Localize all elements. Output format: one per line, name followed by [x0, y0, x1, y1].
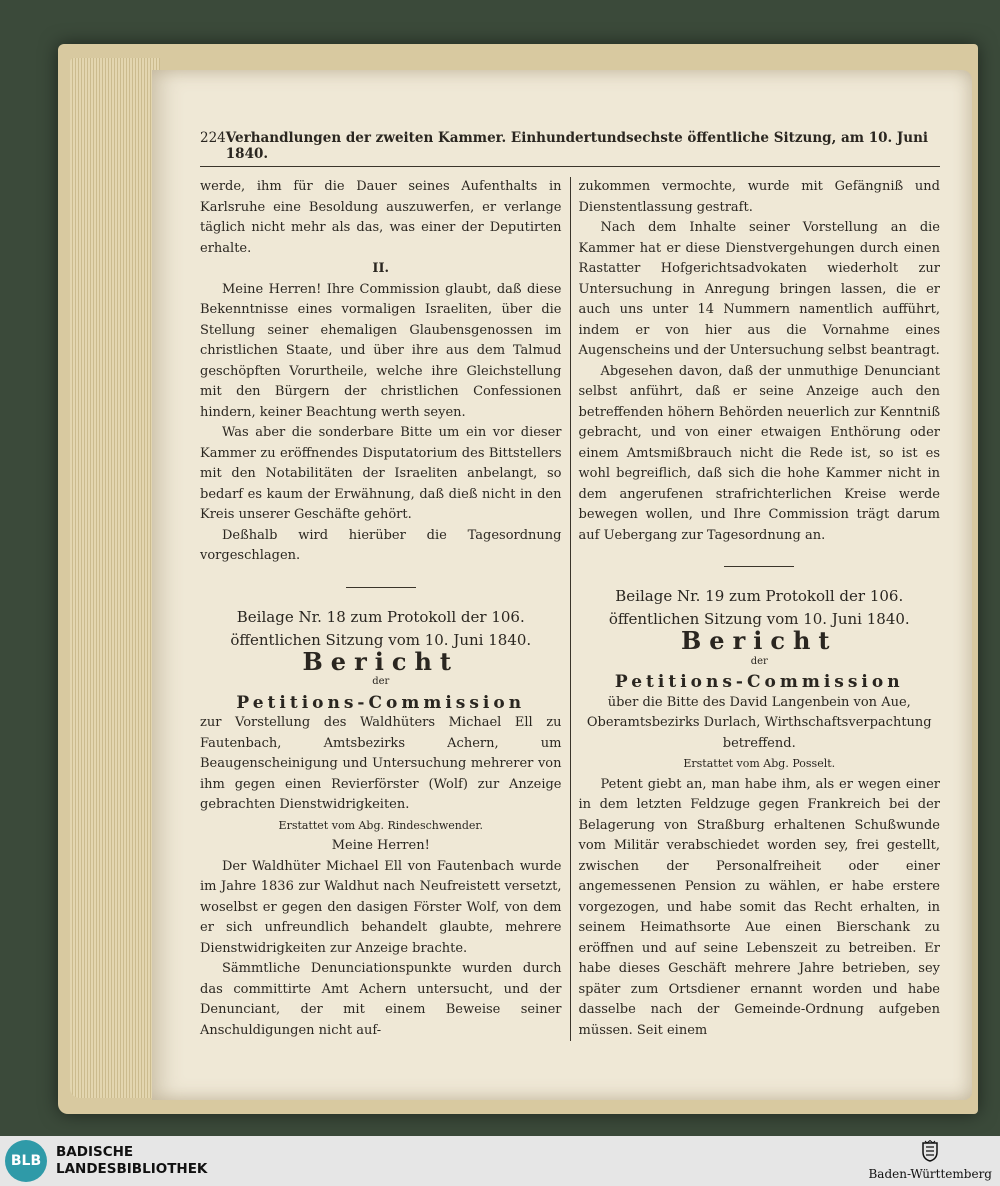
erstattet-line-right: Erstattet vom Abg. Posselt.	[683, 757, 836, 770]
right-para-2: Abgesehen davon, daß der unmuthige Denunciant selbst anführt, daß er seine Anzeige auch den betreffenden höhern Behörden neuerlich zur Kenntniß gebracht, und von einer etwaigen Enthörung oder einem Amtsmißbrauch nicht die Rede ist, so ist es wohl begreiflich, daß sich die hohe Kammer nicht in dem angerufenen strafrichterlichen Kreise werde bewegen wollen, und Ihre Commission trägt darum auf Uebergang zur Tagesordnung an.	[578, 363, 940, 543]
two-columns	[200, 177, 940, 1041]
bericht-heading-right: Bericht	[681, 626, 838, 655]
der-label: der	[372, 676, 390, 687]
state-branding[interactable]	[868, 1140, 992, 1181]
right-intro: zukommen vermochte, wurde mit Gefängniß und Dienstentlassung gestraft.	[578, 179, 940, 215]
commission-heading: Petitions-Commission	[236, 692, 526, 713]
footer-bar	[0, 1136, 1000, 1186]
section-numeral: II.	[372, 261, 390, 276]
petition-subject-right: über die Bitte des David Langenbein von Aue, Oberamtsbezirks Durlach, Wirthschaftsverpachtung betreffend.	[586, 694, 932, 751]
running-header	[200, 130, 940, 167]
left-para-3: Deßhalb wird hierüber die Tagesordnung vorgeschlagen.	[200, 527, 562, 563]
petition-subject: zur Vorstellung des Waldhüters Michael Ell zu Fautenbach, Amtsbezirks Achern, um Beaugenscheinigung und Untersuchung mehrerer von ihm gegen einen Revierförster (Wolf) zur Anzeige gebrachten Dienstwidrigkeiten.	[200, 715, 562, 812]
book-page	[152, 70, 972, 1100]
section-divider-right	[724, 566, 794, 567]
left-para-4: Der Waldhüter Michael Ell von Fautenbach wurde im Jahre 1836 zur Waldhut nach Neufreistett versetzt, woselbst er gegen den dasigen Förster Wolf, von dem er sich unfreundlich behandelt glaubte, mehrere Dienstwidrigkeiten zur Anzeige brachte.	[200, 858, 562, 956]
section-divider	[346, 587, 416, 588]
page-number: 224	[200, 130, 226, 146]
commission-heading-right: Petitions-Commission	[614, 672, 904, 692]
page-content	[200, 130, 940, 1041]
left-para-1: Meine Herren! Ihre Commission glaubt, daß diese Bekenntnisse eines vormaligen Israeliten, über die Stellung seiner ehemaligen Glaubensgenossen im christlichen Staate, und über ihre aus dem Talmud geschöpften Vorurtheile, welche ihre Gleichstellung mit den Bürgern der christlichen Confessionen hindern, keiner Beachtung werth seyen.	[200, 281, 562, 420]
beilage-heading-19: Beilage Nr. 19 zum Protokoll der 106. öffentlichen Sitzung vom 10. Juni 1840.	[608, 587, 910, 628]
crest-icon	[920, 1140, 940, 1162]
right-column	[570, 177, 941, 1041]
left-para-2: Was aber die sonderbare Bitte um ein vor dieser Kammer zu eröffnendes Disputatorium des Bittstellers mit den Notabilitäten der Israeliten anbelangt, so bedarf es kaum der Erwähnung, daß dieß nicht in den Kreis unserer Geschäfte gehört.	[200, 425, 562, 522]
library-name-line1: BADISCHE	[56, 1144, 134, 1160]
library-name-line2: LANDESBIBLIOTHEK	[56, 1161, 208, 1177]
bericht-heading: Bericht	[302, 646, 459, 676]
page-edges	[70, 58, 160, 1098]
right-para-3: Petent giebt an, man habe ihm, als er wegen einer in dem letzten Feldzuge gegen Frankreich bei der Belagerung von Straßburg erhaltenen Schußwunde vom Militär verabschiedet worden sey, frei gestellt, zwischen der Personalfreiheit oder einer angemessenen Pension zu wählen, er habe erstere vorgezogen, und habe somit das Recht erhalten, in seinem Heimathsorte Aue einen Bierschank zu eröffnen und auf seine Lebenszeit zu betreiben. Er habe dieses Geschäft mehrere Jahre betrieben, sey später zum Ortsdiener ernannt worden und habe dasselbe nach der Gemeinde-Ordnung aufgeben müssen. Seit einem	[578, 776, 940, 1038]
state-name: Baden-Württemberg	[868, 1167, 992, 1181]
blb-logo[interactable]: BLB	[5, 1140, 47, 1182]
library-name[interactable]	[56, 1144, 207, 1178]
left-column	[200, 177, 570, 1041]
salutation: Meine Herren!	[331, 838, 430, 853]
der-label-right: der	[750, 655, 768, 667]
left-intro: werde, ihm für die Dauer seines Aufenthalts in Karlsruhe eine Besoldung auszuwerfen, er verlange täglich nicht mehr als das, was einer der Deputirten erhalte.	[200, 179, 562, 256]
beilage-heading-18: Beilage Nr. 18 zum Protokoll der 106. öffentlichen Sitzung vom 10. Juni 1840.	[230, 607, 532, 649]
header-title: Verhandlungen der zweiten Kammer. Einhundertundsechste öffentliche Sitzung, am 10. Juni 1840.	[225, 130, 929, 162]
left-para-5: Sämmtliche Denunciationspunkte wurden durch das committirte Amt Achern untersucht, und der Denunciant, der mit einem Beweise seiner Anschuldigungen nicht auf-	[200, 961, 562, 1038]
erstattet-line: Erstattet vom Abg. Rindeschwender.	[278, 818, 483, 832]
right-para-1: Nach dem Inhalte seiner Vorstellung an die Kammer hat er diese Dienstvergehungen durch einen Rastatter Hofgerichtsadvokaten wiederholt zur Untersuchung in Anregung bringen lassen, die er auch uns unter 14 Nummern namentlich aufführt, indem er von hier aus die Vornahme eines Augenscheins und der Untersuchung selbst beantragt.	[578, 220, 940, 358]
